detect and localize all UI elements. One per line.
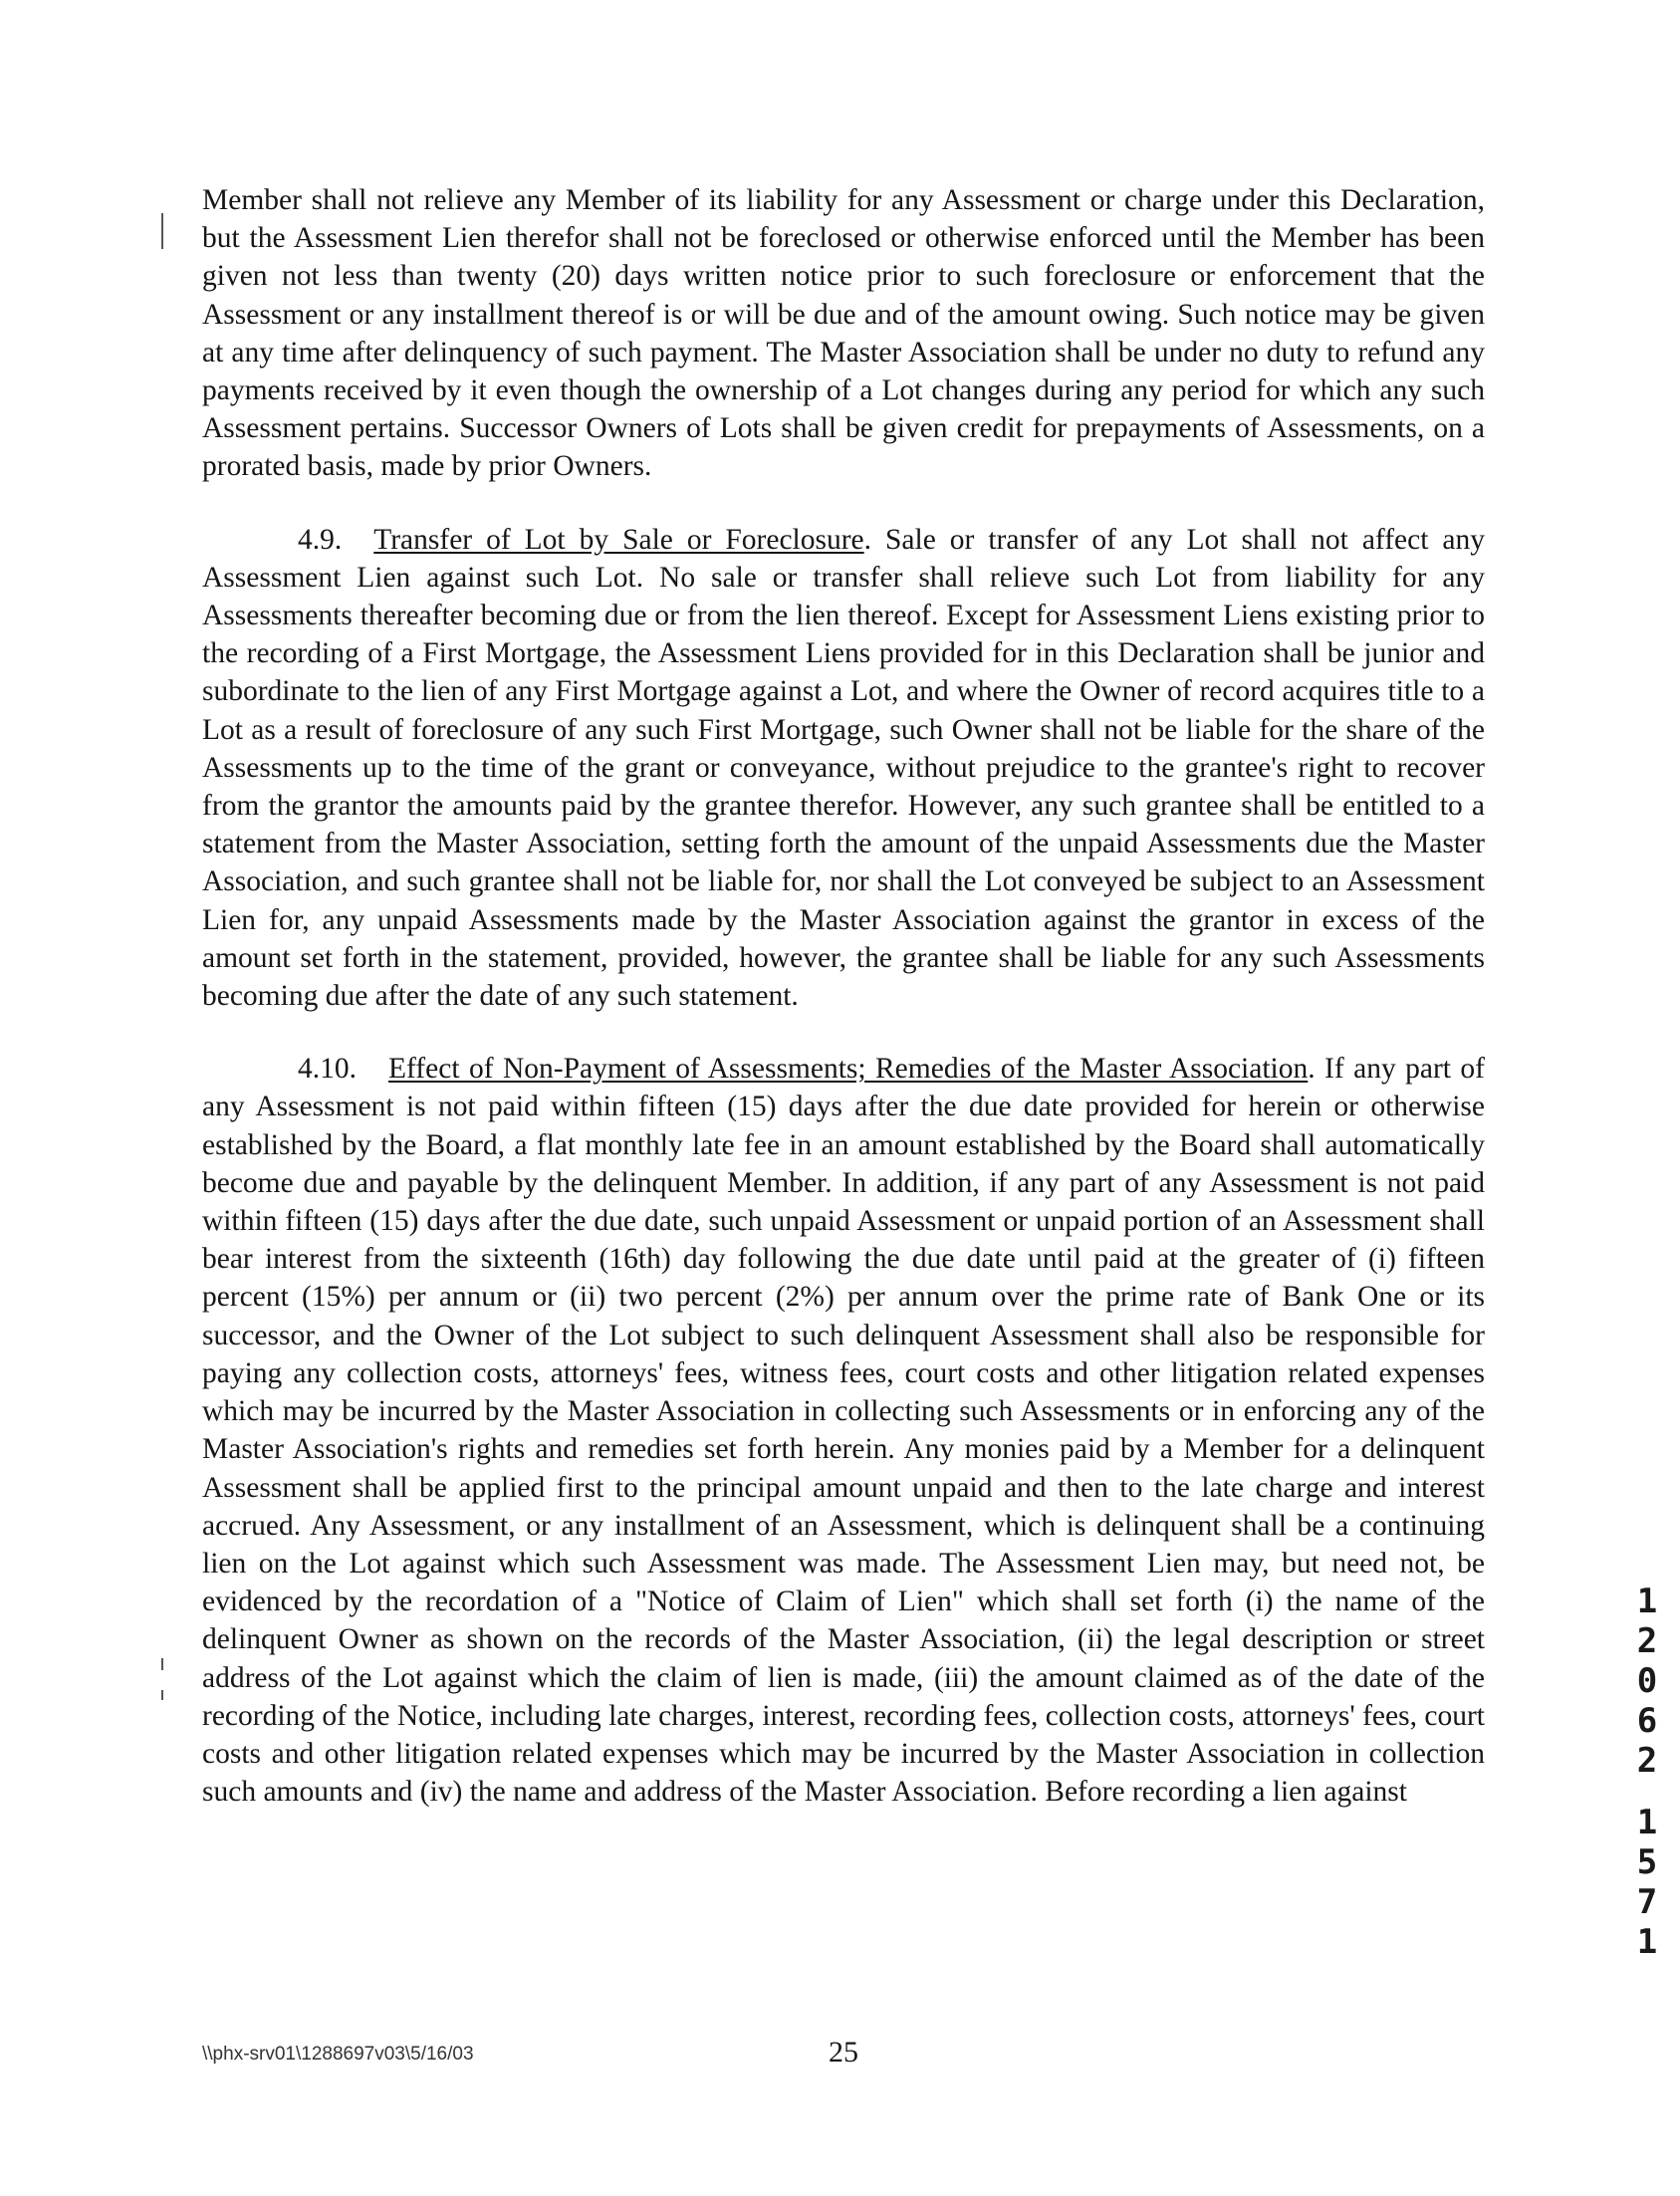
section-number: 4.9. (298, 523, 343, 556)
recording-stamp-top: 1 2 0 6 2 (1636, 1582, 1658, 1781)
recording-stamp-bottom: 1 5 7 1 (1636, 1803, 1658, 1962)
body-text (202, 181, 1485, 1845)
margin-change-bar (161, 1690, 163, 1700)
continuation-paragraph: Member shall not relieve any Member of its liability for any Assessment or charge under this Declaration, but the Assessment Lien therefor shall not be foreclosed or otherwise enforced until the Member has been given not less than twenty (20) days written notice prior to such foreclosure or enforcement that the Assessment or any installment thereof is or will be due and of the amount owing. Such notice may be given at any time after delinquency of such payment. The Master Association shall be under no duty to refund any payments received by it even though the ownership of a Lot changes during any period for which any such Assessment pertains. Successor Owners of Lots shall be given credit for prepayments of Assessments, on a prorated basis, made by prior Owners. (202, 184, 1485, 483)
section-number: 4.10. (298, 1053, 357, 1086)
margin-change-bar (161, 213, 163, 249)
section-text: . If any part of any Assessment is not paid within fifteen (15) days after the due date provided for herein or otherwise established by the Board, a flat monthly late fee in an amount established by the Board shall automatically become due and payable by the delinquent Member. In addition, if any part of any Assessment is not paid within fifteen (15) days after the due date, such unpaid Assessment or unpaid portion of an Assessment shall bear interest from the sixteenth (16th) day following the due date until paid at the greater of (i) fifteen percent (15%) per annum or (ii) two percent (2%) per annum over the prime rate of Bank One or its successor, and the Owner of the Lot subject to such delinquent Assessment shall also be responsible for paying any collection costs, attorneys' fees, witness fees, court costs and other litigation related expenses which may be incurred by the Master Association in collecting such Assessments or in enforcing any of the Master Association's rights and remedies set forth herein. Any monies paid by a Member for a delinquent Assessment shall be applied first to the principal amount unpaid and then to the late charge and interest accrued. Any Assessment, or any installment of an Assessment, which is delinquent shall be a continuing lien on the Lot against which such Assessment was made. The Assessment Lien may, but need not, be evidenced by the recordation of a "Notice of Claim of Lien" which shall set forth (i) the name of the delinquent Owner as shown on the records of the Master Association, (ii) the legal description or street address of the Lot against which the claim of lien is made, (iii) the amount claimed as of the date of the recording of the Notice, including late charges, interest, recording fees, collection costs, attorneys' fees, court costs and other litigation related expenses which may be incurred by the Master Association in collection such amounts and (iv) the name and address of the Master Association. Before recording a lien against (202, 1053, 1485, 1809)
page-number: 25 (829, 2036, 858, 2069)
section-4-10 (202, 1050, 1485, 1811)
section-heading: Transfer of Lot by Sale or Foreclosure (373, 523, 864, 556)
section-text: . Sale or transfer of any Lot shall not affect any Assessment Lien against such Lot. No sale or transfer shall relieve such Lot from liability for any Assessments thereafter becoming due or from the lien thereof. Except for Assessment Liens existing prior to the recording of a First Mortgage, the Assessment Liens provided for in this Declaration shall be junior and subordinate to the lien of any First Mortgage against a Lot, and where the Owner of record acquires title to a Lot as a result of foreclosure of any such First Mortgage, such Owner shall not be liable for the share of the Assessments up to the time of the grant or conveyance, without prejudice to the grantee's right to recover from the grantor the amounts paid by the grantee therefor. However, any such grantee shall be entitled to a statement from the Master Association, setting forth the amount of the unpaid Assessments due the Master Association, and such grantee shall not be liable for, nor shall the Lot conveyed be subject to an Assessment Lien for, any unpaid Assessments made by the Master Association against the grantor in excess of the amount set forth in the statement, provided, however, the grantee shall be liable for any such Assessments becoming due after the date of any such statement. (202, 523, 1485, 1013)
section-4-9 (202, 521, 1485, 1016)
margin-change-bar (161, 1658, 163, 1670)
section-heading: Effect of Non-Payment of Assessments; Remedies of the Master Association (388, 1053, 1309, 1086)
footer-file-path: \\phx-srv01\1288697v03\5/16/03 (202, 2044, 474, 2065)
